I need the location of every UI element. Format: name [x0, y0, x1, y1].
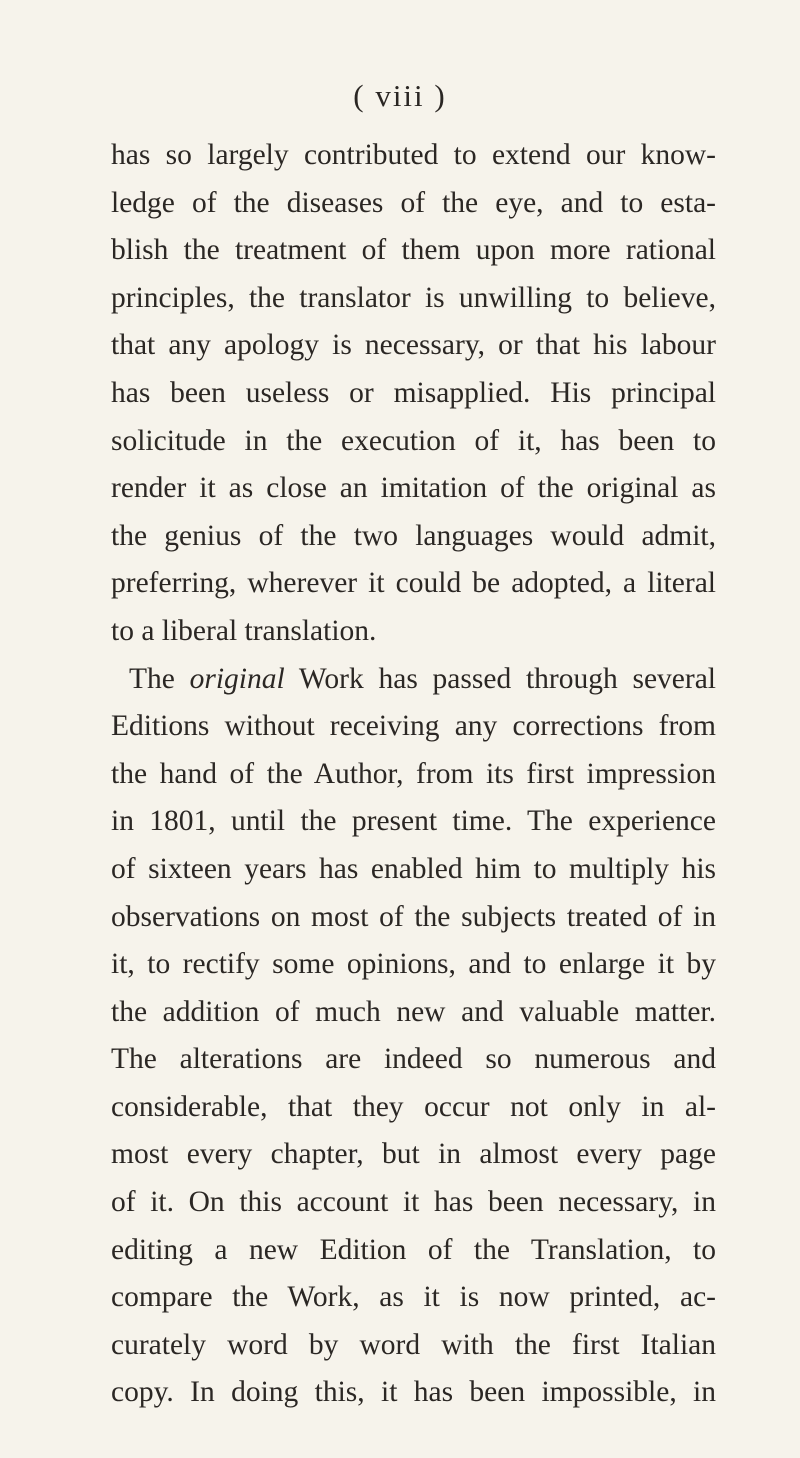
text-line: The alterations are indeed so numerous and	[111, 1043, 716, 1076]
text-line: of it. On this account it has been necessary, in	[111, 1186, 716, 1219]
body-text	[111, 132, 716, 1417]
text-line: the genius of the two languages would admit,	[111, 519, 716, 552]
text-line: principles, the translator is unwilling to believe,	[111, 281, 716, 314]
text-run: Work has passed through several	[284, 662, 716, 695]
text-line: compare the Work, as it is now printed, ac-	[111, 1281, 716, 1314]
text-line: that any apology is necessary, or that his labour	[111, 329, 716, 362]
text-line: curately word by word with the first Italian	[111, 1328, 716, 1361]
text-line-paragraph-start	[111, 656, 716, 704]
text-run: The	[129, 662, 190, 695]
text-line: observations on most of the subjects treated of in	[111, 900, 716, 933]
text-line: has so largely contributed to extend our know-	[111, 139, 716, 171]
page-number-header: ( viii )	[353, 78, 447, 113]
text-line: it, to rectify some opinions, and to enlarge it by	[111, 948, 716, 981]
text-line: in 1801, until the present time. The experience	[111, 805, 716, 838]
text-line: copy. In doing this, it has been impossible, in	[111, 1376, 716, 1409]
text-line: Editions without receiving any corrections from	[111, 710, 716, 743]
text-line: blish the treatment of them upon more rational	[111, 234, 716, 267]
text-line: most every chapter, but in almost every page	[111, 1138, 716, 1171]
text-line: render it as close an imitation of the original as	[111, 472, 716, 505]
text-line: to a liberal translation.	[111, 614, 377, 647]
text-line: of sixteen years has enabled him to multiply his	[111, 852, 716, 885]
text-line: has been useless or misapplied. His principal	[111, 376, 716, 409]
text-line: editing a new Edition of the Translation, to	[111, 1233, 716, 1266]
text-line: considerable, that they occur not only in al-	[111, 1090, 716, 1123]
text-line: solicitude in the execution of it, has been to	[111, 424, 716, 457]
text-line: ledge of the diseases of the eye, and to esta-	[111, 186, 716, 219]
text-line: preferring, wherever it could be adopted, a literal	[111, 567, 716, 600]
text-line: the addition of much new and valuable matter.	[111, 995, 716, 1028]
text-line: the hand of the Author, from its first impression	[111, 757, 716, 790]
italic-word: original	[189, 662, 285, 695]
